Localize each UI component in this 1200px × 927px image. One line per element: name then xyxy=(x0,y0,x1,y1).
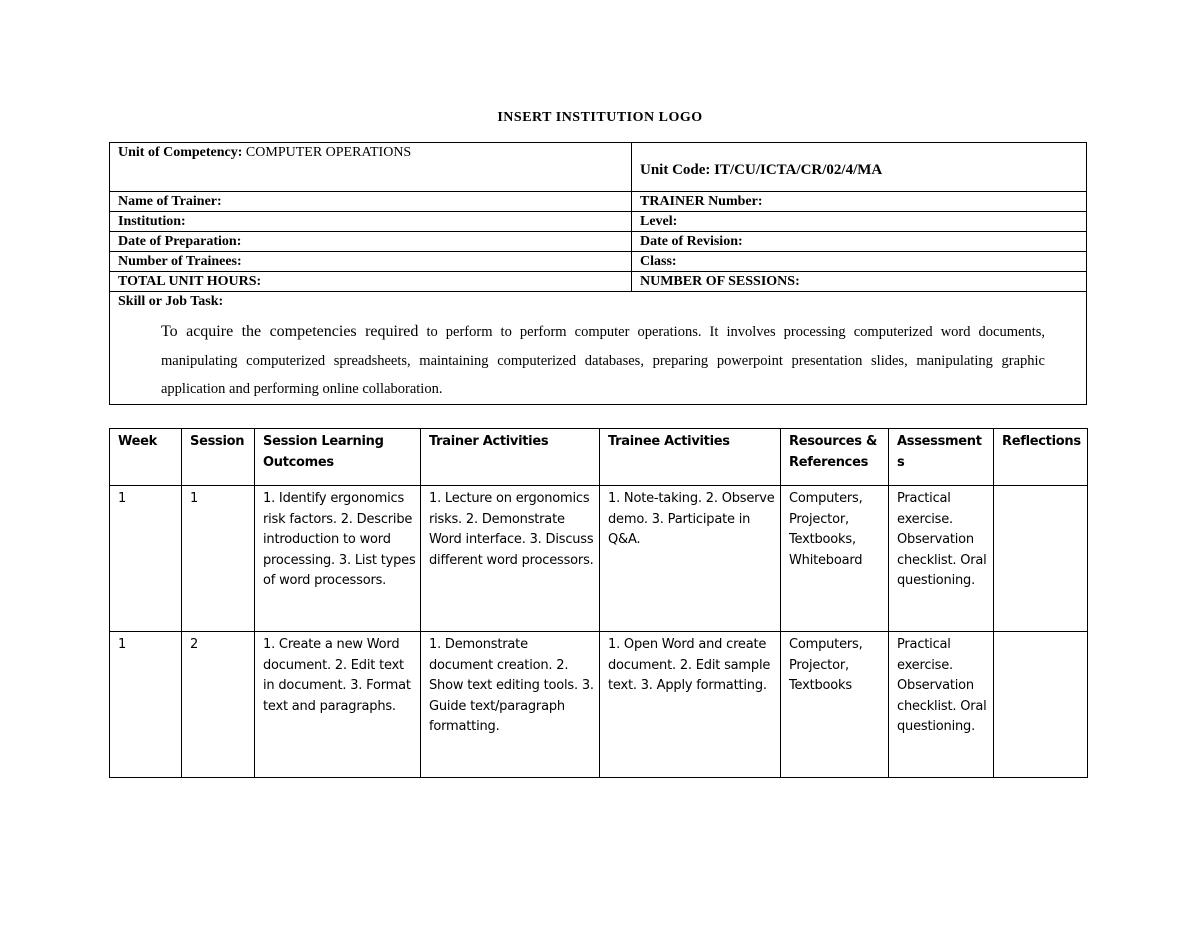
session-plan-table xyxy=(109,428,1088,778)
header-assessments: Assessment s xyxy=(889,429,994,486)
unit-of-competency-value: COMPUTER OPERATIONS xyxy=(245,145,412,160)
unit-info-table xyxy=(109,142,1087,405)
institution-logo-placeholder: INSERT INSTITUTION LOGO xyxy=(497,110,703,125)
name-of-trainer-label: Name of Trainer: xyxy=(110,192,632,212)
table-row xyxy=(110,632,1088,778)
class-label: Class: xyxy=(632,252,1087,272)
unit-of-competency-cell xyxy=(110,143,632,192)
skill-or-job-task-cell xyxy=(110,292,1087,405)
trainer-activities-cell: 1. Demonstrate document creation. 2. Show text editing tools. 3. Guide text/paragraph formatting. xyxy=(421,632,600,778)
header-reflections: Reflections xyxy=(994,429,1088,486)
table-header-row xyxy=(110,429,1088,486)
session-cell: 2 xyxy=(182,632,255,778)
week-cell: 1 xyxy=(110,632,182,778)
header-session: Session xyxy=(182,429,255,486)
unit-code-cell xyxy=(632,143,1087,192)
reflections-cell xyxy=(994,486,1088,632)
header-resources-references: Resources & References xyxy=(781,429,889,486)
trainee-activities-cell: 1. Note-taking. 2. Observe demo. 3. Participate in Q&A. xyxy=(600,486,781,632)
date-of-revision-label: Date of Revision: xyxy=(632,232,1087,252)
header-trainee-activities: Trainee Activities xyxy=(600,429,781,486)
week-cell: 1 xyxy=(110,486,182,632)
trainer-number-label: TRAINER Number: xyxy=(632,192,1087,212)
date-of-preparation-label: Date of Preparation: xyxy=(110,232,632,252)
unit-code-label: Unit Code: xyxy=(640,162,711,178)
level-label: Level: xyxy=(632,212,1087,232)
assessments-cell: Practical exercise. Observation checklist. Oral questioning. xyxy=(889,632,994,778)
total-unit-hours-label: TOTAL UNIT HOURS: xyxy=(110,272,632,292)
trainee-activities-cell: 1. Open Word and create document. 2. Edit sample text. 3. Apply formatting. xyxy=(600,632,781,778)
resources-cell: Computers, Projector, Textbooks xyxy=(781,632,889,778)
skill-or-job-task-label: Skill or Job Task: xyxy=(118,294,224,309)
session-cell: 1 xyxy=(182,486,255,632)
institution-label: Institution: xyxy=(110,212,632,232)
header-session-learning-outcomes: Session Learning Outcomes xyxy=(255,429,421,486)
outcomes-cell: 1. Identify ergonomics risk factors. 2. Describe introduction to word processing. 3. List types of word processors. xyxy=(255,486,421,632)
outcomes-cell: 1. Create a new Word document. 2. Edit text in document. 3. Format text and paragraphs. xyxy=(255,632,421,778)
table-row xyxy=(110,486,1088,632)
header-trainer-activities: Trainer Activities xyxy=(421,429,600,486)
skill-description-rest: to perform to perform computer operations. It involves processing computerized word documents, manipulating computerized spreadsheets, maintaining computerized databases, preparing powerpoint presentation slides, manipulating graphic application and performing online collaboration. xyxy=(161,324,1045,397)
header-week: Week xyxy=(110,429,182,486)
unit-code-value: IT/CU/ICTA/CR/02/4/MA xyxy=(714,162,883,178)
reflections-cell xyxy=(994,632,1088,778)
skill-or-job-task-description xyxy=(161,318,1045,404)
unit-of-competency-label: Unit of Competency: xyxy=(118,145,243,160)
assessments-cell: Practical exercise. Observation checklist. Oral questioning. xyxy=(889,486,994,632)
number-of-sessions-label: NUMBER OF SESSIONS: xyxy=(632,272,1087,292)
resources-cell: Computers, Projector, Textbooks, Whiteboard xyxy=(781,486,889,632)
skill-description-lead: To acquire the competencies required xyxy=(161,323,419,340)
number-of-trainees-label: Number of Trainees: xyxy=(110,252,632,272)
trainer-activities-cell: 1. Lecture on ergonomics risks. 2. Demonstrate Word interface. 3. Discuss different word processors. xyxy=(421,486,600,632)
